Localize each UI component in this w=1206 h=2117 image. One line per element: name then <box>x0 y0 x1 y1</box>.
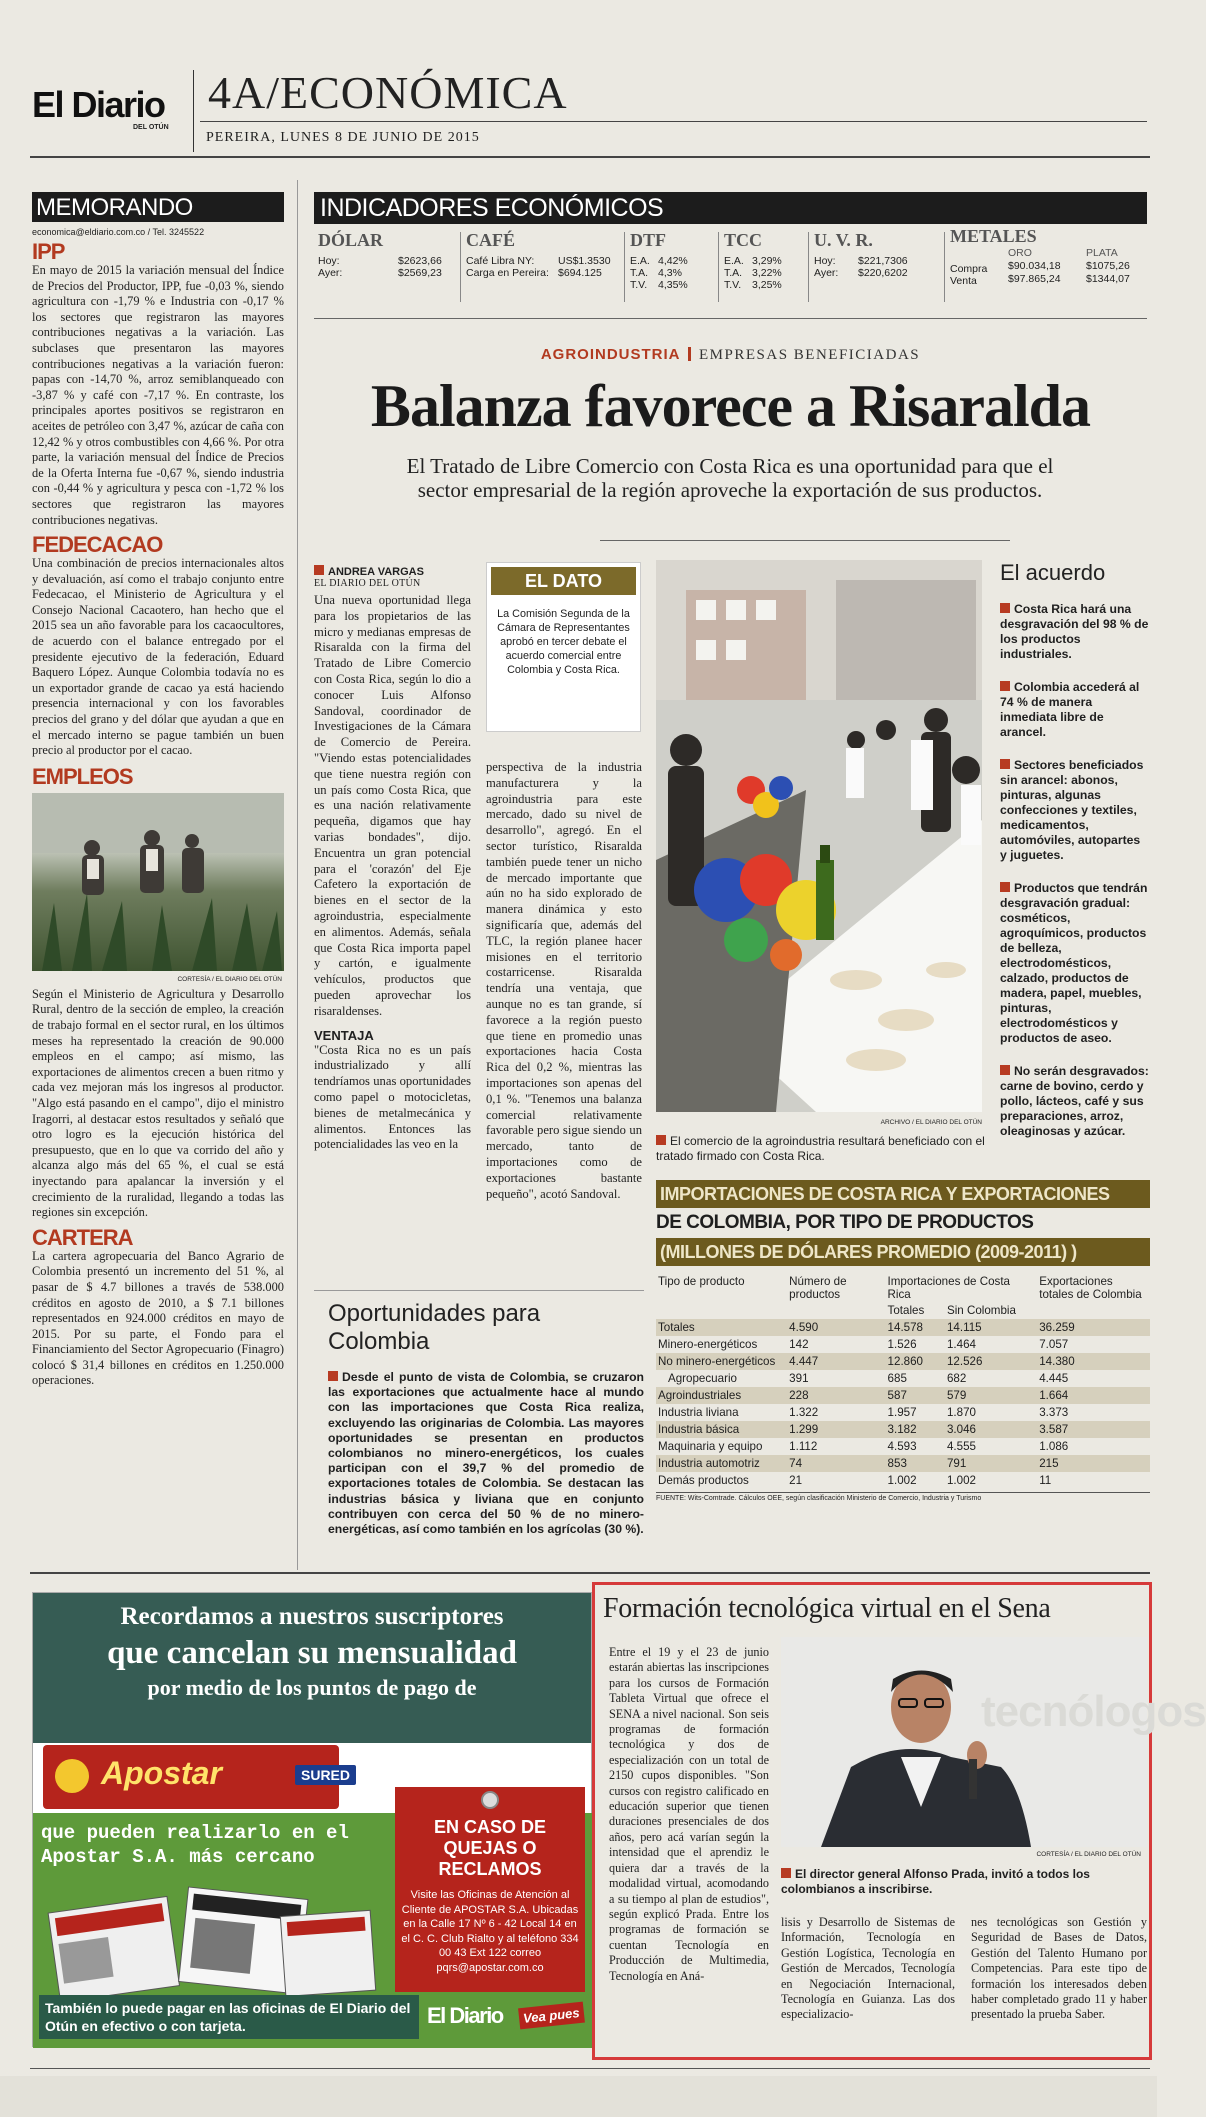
indicadores-panel <box>314 192 1147 322</box>
indicadores-title: INDICADORES ECONÓMICOS <box>314 192 1147 224</box>
table-header-row <box>656 1274 1150 1302</box>
row-tot: 1.957 <box>887 1406 917 1419</box>
lead-column-1 <box>314 565 471 1153</box>
acuerdo-item <box>1000 758 1150 863</box>
tcc-ea-value: 3,29% <box>752 255 782 267</box>
oro-compra-value: $90.034,18 <box>1008 260 1061 272</box>
row-tipo: Minero-energéticos <box>658 1338 758 1351</box>
row-tot: 3.182 <box>886 1421 945 1438</box>
table-row <box>656 1387 1150 1404</box>
th-totales: Totales <box>887 1304 925 1317</box>
el-acuerdo-title: El acuerdo <box>1000 560 1106 585</box>
acuerdo-item <box>1000 881 1150 1046</box>
indicador-uvr <box>814 230 934 283</box>
row-sin: 14.115 <box>945 1319 1037 1336</box>
row-tipo: Maquinaria y equipo <box>658 1440 763 1453</box>
tcc-ta-label: T.A. <box>724 267 743 279</box>
compra-label: Compra <box>950 263 988 275</box>
dtf-ea-label: E.A. <box>630 255 650 267</box>
dtf-tv-label: T.V. <box>630 279 648 291</box>
row-tipo: No minero-energéticos <box>656 1353 787 1370</box>
ipp-heading: IPP <box>32 239 65 264</box>
row-exp: 3.373 <box>1039 1406 1069 1419</box>
cafe-ny-value: US$1.3530 <box>558 255 611 267</box>
plata-venta-value: $1344,07 <box>1086 273 1130 285</box>
row-exp: 3.587 <box>1037 1421 1150 1438</box>
dtf-ta-label: T.A. <box>630 267 649 279</box>
dolar-heading: DÓLAR <box>318 230 384 250</box>
table-row <box>656 1353 1150 1370</box>
tcc-heading: TCC <box>724 230 763 250</box>
table-row <box>656 1370 1150 1387</box>
row-tipo: Industria básica <box>656 1421 787 1438</box>
oportunidades-text: Desde el punto de vista de Colombia, se cruzaron las exportaciones que actualmente hace al mundo con las importaciones que Costa Rica realiza, excluyendo las originarias de Colombia. Las mayores oportunidades se presentan en productos colombianos no minero-energéticos, los cuales participan con el 39,7 % del promedio de exportaciones totales de Colombia. Se destacan las industrias básica y liviana que en conjunto contribuyen con cerca del 50 % de no minero-energéticas, así como también en los agrícolas (30 %). <box>328 1370 644 1537</box>
row-tot: 587 <box>886 1387 945 1404</box>
memorando-column <box>32 192 284 1569</box>
lead-photo-credit: ARCHIVO / EL DIARIO DEL OTÚN <box>880 1119 982 1126</box>
row-num: 391 <box>789 1372 809 1385</box>
row-num: 1.299 <box>787 1421 885 1438</box>
row-tot: 685 <box>887 1372 907 1385</box>
quejas-title: EN CASO DE QUEJAS O RECLAMOS <box>433 1817 547 1879</box>
ad-line-1: Recordamos a nuestros suscriptores <box>120 1603 504 1630</box>
acuerdo-item-text-3: Sectores beneficiados sin arancel: abonos, pinturas, algunas confecciones y textiles, medicamentos, automóviles, autopartes y juguetes. <box>1000 758 1144 862</box>
th-numero: Número de productos <box>789 1275 847 1301</box>
sena-bg-text: tecnólogos <box>981 1687 1206 1736</box>
row-exp: 215 <box>1037 1455 1150 1472</box>
table-row <box>656 1421 1150 1438</box>
row-sin: 1.002 <box>946 1474 976 1487</box>
table-row <box>656 1319 1150 1336</box>
empleos-photo-credit: CORTESÍA / EL DIARIO DEL OTÚN <box>177 975 282 983</box>
table-title-2: DE COLOMBIA, POR TIPO DE PRODUCTOS <box>656 1212 1034 1233</box>
lead-headline: Balanza favorece a Risaralda <box>370 373 1091 439</box>
table-row <box>656 1472 1150 1489</box>
row-sin: 3.046 <box>945 1421 1037 1438</box>
tcc-tv-value: 3,25% <box>752 279 782 291</box>
row-tipo: Industria automotriz <box>656 1455 787 1472</box>
acuerdo-item <box>1000 680 1150 740</box>
ad-diario-logo: El Diario <box>427 2003 503 2028</box>
row-sin: 1.464 <box>946 1338 976 1351</box>
memorando-title: MEMORANDO <box>32 192 284 222</box>
table-title-1: IMPORTACIONES DE COSTA RICA Y EXPORTACIONES <box>656 1180 1150 1208</box>
table-row <box>656 1438 1150 1455</box>
acuerdo-item-text-5: No serán desgravados: carne de bovino, cerdo y pollo, lácteos, café y sus preparaciones, arroz, oleaginosas y azúcar. <box>1000 1064 1149 1138</box>
el-dato-title: EL DATO <box>491 567 636 595</box>
sena-col1: Entre el 19 y el 23 de junio estarán abiertas las inscripciones para los cursos de Formación Tableta Virtual que ofrece el SENA a nivel nacional. Son seis programas de formación tecnológica y dos de especialización con un total de 2150 cupos disponibles. "Son cursos con registro calificado en educación superior que tienen duraciones presenciales de dos años, pero acá varían según la intensidad que el aprendiz le quiera dar a través de la modalidad virtual, acomodando a su tiempo al plan de estudios", según explicó Prada. Entre los programas de formación se cuentan Tecnología en Producción de Multimedia, Tecnología en Aná- <box>609 1645 769 1983</box>
empleos-photo <box>32 793 284 983</box>
oportunidades-box <box>328 1300 644 1537</box>
indicador-dolar <box>318 230 442 283</box>
memorando-contact: economica@eldiario.com.co / Tel. 3245522 <box>32 227 205 237</box>
uvr-hoy-value: $221,7306 <box>858 255 908 267</box>
table-subheader-row <box>656 1302 1150 1319</box>
table-row <box>656 1336 1150 1353</box>
plata-label: PLATA <box>1086 247 1118 259</box>
row-tipo: Totales <box>656 1319 787 1336</box>
row-tipo: Agroindustriales <box>656 1387 787 1404</box>
dolar-ayer-label: Ayer: <box>318 267 343 279</box>
lead-col1-text: Una nueva oportunidad llega para los propietarios de las micro y medianas empresas de Risaralda con la firma del Tratado de Libre Comercio con Costa Rica, según lo dio a conocer Luis Alfonso Sandoval, coordinador de Investigaciones de la Cámara de Comercio de Pereira. "Viendo estas potencialidades que tiene nuestra región con un país como Costa Rica, que es una nación relativamente pequeña, digamos que hay varias bondades", dijo. Encuentra un gran potencial para el 'corazón' del Eje Cafetero la exportación de bienes en el sector de la agroindustria, especialmente en alimentos. Además, señala que Costa Rica importa papel y cartón, e igualmente vehículos, productos que pueden aprovechar los risaraldenses. <box>314 593 471 1018</box>
sena-col3: nes tecnológicas son Gestión y Seguridad de Bases de Datos, Gestión del Talento Humano por Competencias. Para este tipo de formación los interesados deben haber completado grado 11 y haber presentado la prueba Saber. <box>971 1915 1147 2022</box>
oportunidades-title: Oportunidades para Colombia <box>328 1300 541 1355</box>
ad-line-2: que cancelan su mensualidad <box>107 1635 517 1671</box>
lead-deck: El Tratado de Libre Comercio con Costa Rica es una oportunidad para que el sector empresarial de la región aproveche la exportación de sus productos. <box>406 454 1054 502</box>
page-bottom-strip <box>0 2076 1157 2117</box>
row-sin: 12.526 <box>945 1353 1037 1370</box>
ipp-text: En mayo de 2015 la variación mensual del Índice de Precios del Productor, IPP, fue -0,03 %, siendo agricultura con -1,79 % e Industria con -0,17 % los sectores que registraron las mayores contribuciones negativas a la variación. Las subclases que presentaron las mayores contribuciones negativas a la variación fueron: papas con -14,70 %, arroz semiblanqueado con -3,87 % y café con -7,17 %. En contraste, los principales aportes positivos se registraron en aceites de petróleo con 3,47 %, azúcar de caña con 12,42 % y otros combustibles con 4,66 %. Por otra parte, la variación mensual del Índice de Precios de la Oferta Interna fue -0,67 %, siendo industria con -0,44 % y agricultura y pesca con -1,72 % los sectores que registraron las mayores contribuciones negativas. <box>32 263 284 527</box>
empleos-text: Según el Ministerio de Agricultura y Desarrollo Rural, dentro de la sección de empleo, la creación de trabajo formal en el sector rural, en los últimos meses ha representado la creación de 90.000 empleos en el campo; así mismo, las exportaciones de alimentos crecen a buen ritmo y cada vez mejoran más los ingresos al productor. "Algo está pasando en el campo", dijo el ministro Iragorri, al destacar estos resultados y señaló que otro logro es la ejecución histórica del presupuesto, que en lo que va corrido del año y alcanza algo más del 65 %, el cual se está inyectando para apalancar la inversión y el crecimiento de la ruralidad, llegando a todas las regiones sin excepción. <box>32 986 284 1220</box>
lead-photo-caption <box>656 1134 986 1164</box>
table-fuente: FUENTE: Wits-Comtrade. Cálculos OEE, según clasificación Ministerio de Comercio, Industria y Turismo <box>656 1492 1150 1502</box>
agroindustry-fair-image <box>656 560 982 1112</box>
uvr-ayer-label: Ayer: <box>814 267 839 279</box>
row-exp: 14.380 <box>1037 1353 1150 1370</box>
cafe-pereira-label: Carga en Pereira: <box>466 267 549 279</box>
row-num: 74 <box>787 1455 885 1472</box>
row-sin: 682 <box>946 1372 967 1385</box>
row-exp: 1.664 <box>1037 1387 1150 1404</box>
ad-line-3: por medio de los puntos de pago de <box>147 1675 477 1700</box>
tcc-tv-label: T.V. <box>724 279 742 291</box>
row-tipo: Agropecuario <box>668 1372 737 1385</box>
th-exportaciones: Exportaciones totales de Colombia <box>1039 1275 1142 1301</box>
th-tipo: Tipo de producto <box>658 1275 745 1288</box>
director-portrait <box>781 1637 1147 1847</box>
indicador-metales <box>950 226 1145 297</box>
plata-compra-value: $1075,26 <box>1086 260 1130 272</box>
lead-col2-text: perspectiva de la industria manufacturera y la agroindustria para este mercado, dado su nivel de desarrollo", agregó. En el sector turístico, Risaralda también puede tener un nicho de mercado importante que aún no ha sido explorado de manera dinámica y esto significaría que, además del TLC, la región planee hacer misiones en el territorio costarricense. Risaralda tendría una ventaja, que aunque no es tan grande, sí favorece a la región puesto que tiene en promedio unas exportaciones hacia Costa Rica del 0,2 %, mientras las importaciones son apenas del 0,1 %. "Tenemos una balanza comercial relativamente favorable pero sigue siendo un mercado, tanto de importaciones como de exportaciones bastante pequeño", acotó Sandoval. <box>486 760 642 1201</box>
th-sin-colombia: Sin Colombia <box>946 1304 1016 1317</box>
dateline: PEREIRA, LUNES 8 DE JUNIO DE 2015 <box>206 130 480 145</box>
row-num: 1.322 <box>789 1406 819 1419</box>
cartera-heading: CARTERA <box>32 1224 133 1250</box>
fedecacao-heading: FEDECACAO <box>32 532 163 558</box>
table-row <box>656 1404 1150 1421</box>
apostar-logo-icon <box>55 1759 89 1793</box>
indicador-cafe <box>466 230 626 283</box>
row-num: 4.447 <box>787 1353 885 1370</box>
quejas-text: Visite las Oficinas de Atención al Cliente de APOSTAR S.A. Ubicadas en la Calle 17 Nº 6 - 42 Local 14 en el C. C. Club Rialto y al teléfono 334 00 43 Ext 122 correo pqrs@apostar.com.co <box>401 1889 579 1974</box>
uvr-hoy-label: Hoy: <box>814 255 836 267</box>
el-acuerdo-sidebar <box>1000 560 1150 1139</box>
importaciones-table <box>656 1274 1150 1489</box>
dtf-tv-value: 4,35% <box>658 279 688 291</box>
table-title-3: (MILLONES DE DÓLARES PROMEDIO (2009-2011) ) <box>656 1238 1150 1266</box>
row-num: 228 <box>787 1387 885 1404</box>
masthead <box>0 0 1157 160</box>
caption-text: El comercio de la agroindustria resultará beneficiado con el tratado firmado con Costa Rica. <box>656 1134 985 1163</box>
sured-logo: SURED <box>295 1765 356 1785</box>
tcc-ta-value: 3,22% <box>752 267 782 279</box>
row-sin: 791 <box>945 1455 1037 1472</box>
empleos-heading: EMPLEOS <box>32 763 133 789</box>
oro-label: ORO <box>1008 247 1032 259</box>
acuerdo-item-text-2: Colombia accederá al 74 % de manera inmediata libre de arancel. <box>1000 680 1140 739</box>
venta-label: Venta <box>950 275 977 287</box>
apostar-logo-text: Apostar <box>101 1755 222 1791</box>
row-exp: 7.057 <box>1039 1338 1069 1351</box>
row-sin: 579 <box>945 1387 1037 1404</box>
el-dato-box <box>486 562 641 732</box>
field-workers-image <box>32 793 284 971</box>
row-tipo: Industria liviana <box>658 1406 739 1419</box>
acuerdo-item-text-1: Costa Rica hará una desgravación del 98 % de los productos industriales. <box>1000 602 1149 661</box>
acuerdo-item <box>1000 1064 1150 1139</box>
tcc-ea-label: E.A. <box>724 255 744 267</box>
row-exp: 4.445 <box>1039 1372 1069 1385</box>
sena-col2: lisis y Desarrollo de Sistemas de Información, Tecnología en Gestión Logística, Tecnología en Gestión de Mercados, Tecnología en Negociación Internacional, Tecnología en Guianza. Las dos especializacio- <box>781 1915 955 2022</box>
cartera-text: La cartera agropecuaria del Banco Agrario de Colombia presentó un incremento del 51 %, al pasar de $ 4.7 billones a través de 538.000 créditos en agosto de 2010, a $ 7.1 billones representados en 924.000 créditos en mayo de 2015. Por su parte, el Fondo para el Financiamiento del Sector Agropecuario (Finagro) colocó $ 31,4 billones en créditos en 1.250.000 operaciones. <box>32 1248 284 1388</box>
pushpin-icon <box>481 1791 499 1809</box>
ad-pueden-text: que pueden realizarlo en el Apostar S.A. más cercano <box>41 1822 349 1868</box>
cafe-pereira-value: $694.125 <box>558 267 602 279</box>
sena-caption <box>781 1867 1147 1897</box>
th-importaciones: Importaciones de Costa Rica <box>887 1275 1010 1301</box>
sena-article <box>592 1582 1206 2060</box>
logo: El Diario <box>32 84 165 125</box>
row-exp: 36.259 <box>1037 1319 1150 1336</box>
acuerdo-item-text-4: Productos que tendrán desgravación gradual: cosméticos, agroquímicos, productos de belleza, electrodomésticos, calzado, productos de madera, papel, muebles, pinturas, electrodomésticos y productos de aseo. <box>1000 881 1148 1045</box>
kicker-agroindustria: AGROINDUSTRIA <box>540 346 681 363</box>
lead-column-2 <box>486 760 642 1202</box>
sena-title: Formación tecnológica virtual en el Sena <box>603 1593 1051 1624</box>
newspapers-image <box>43 1883 373 1993</box>
dtf-ea-value: 4,42% <box>658 255 688 267</box>
table-row <box>656 1455 1150 1472</box>
cafe-heading: CAFÉ <box>466 230 515 250</box>
apostar-advertisement <box>32 1592 592 2047</box>
row-num: 21 <box>789 1474 803 1487</box>
fedecacao-text: Una combinación de precios internacionales altos y devaluación, así como el trabajo conjunto entre Fedecacao, el Ministerio de Agricultura y el Consejo Nacional Cacaotero, han hecho que el 2015 sea un año favorable para los cacaocultores, de acuerdo con el balance entregado por el presidente ejecutivo de la federación, Eduard Baquero López. Aunque Colombia todavía no es un exportador grande de cacao ya está haciendo presencia internacional y con los favorables precios del grano y del dólar que ayudan a que en el mercado interno se pague también un buen precio al productor por el cacao. <box>32 556 284 758</box>
el-dato-text: La Comisión Segunda de la Cámara de Representantes aprobó en tercer debate el acuerdo comercial entre Colombia y Costa Rica. <box>497 608 630 676</box>
ad-veapues-logo: Vea pues <box>518 2002 584 2030</box>
logo-sub: DEL OTÚN <box>133 124 169 131</box>
page-section-title: 4A/ECONÓMICA <box>208 67 568 118</box>
indicador-tcc <box>724 230 804 295</box>
ventaja-text: "Costa Rica no es un país industrializado y allí tendríamos unas oportunidades como papel o motocicletas, bienes de metalmecánica y alimentos. Entonces las potencialidades las veo en la <box>314 1042 471 1152</box>
row-exp: 11 <box>1039 1474 1052 1487</box>
cafe-ny-label: Café Libra NY: <box>466 255 535 267</box>
lead-photo <box>656 560 982 1126</box>
metales-heading: METALES <box>950 226 1037 246</box>
indicador-dtf <box>630 230 710 295</box>
kicker-empresas: EMPRESAS BENEFICIADAS <box>699 347 921 363</box>
dolar-ayer-value: $2569,23 <box>398 267 442 279</box>
dtf-heading: DTF <box>630 230 666 250</box>
row-num: 4.590 <box>787 1319 885 1336</box>
row-sin: 4.555 <box>946 1440 976 1453</box>
row-num: 1.112 <box>789 1440 818 1453</box>
row-tot: 1.002 <box>887 1474 917 1487</box>
byline: ANDREA VARGAS <box>328 566 424 578</box>
row-exp: 1.086 <box>1039 1440 1069 1453</box>
dolar-hoy-label: Hoy: <box>318 255 340 267</box>
sena-photo <box>781 1637 1206 1847</box>
row-tipo: Demás productos <box>658 1474 749 1487</box>
row-sin: 1.870 <box>946 1406 976 1419</box>
row-tot: 14.578 <box>886 1319 945 1336</box>
sena-caption-text: El director general Alfonso Prada, invitó a todos los colombianos a inscribirse. <box>781 1867 1090 1896</box>
dtf-ta-value: 4,3% <box>658 267 682 279</box>
uvr-heading: U. V. R. <box>814 230 873 250</box>
sena-photo-credit: CORTESÍA / EL DIARIO DEL OTÚN <box>1036 1851 1141 1858</box>
uvr-ayer-value: $220,6202 <box>858 267 908 279</box>
row-tot: 1.526 <box>887 1338 917 1351</box>
row-tot: 4.593 <box>887 1440 917 1453</box>
row-tot: 12.860 <box>886 1353 945 1370</box>
byline-org: EL DIARIO DEL OTÚN <box>314 578 421 589</box>
ad-footer-text: También lo puede pagar en las oficinas de El Diario del Otún en efectivo o con tarjeta. <box>39 1995 419 2039</box>
ventaja-heading: VENTAJA <box>314 1027 374 1043</box>
acuerdo-item <box>1000 602 1150 662</box>
row-tot: 853 <box>886 1455 945 1472</box>
row-num: 142 <box>789 1338 809 1351</box>
importaciones-table-panel <box>656 1180 1150 1502</box>
oro-venta-value: $97.865,24 <box>1008 273 1061 285</box>
lead-kicker <box>314 346 1147 364</box>
dolar-hoy-value: $2623,66 <box>398 255 442 267</box>
quejas-box <box>395 1787 585 1992</box>
